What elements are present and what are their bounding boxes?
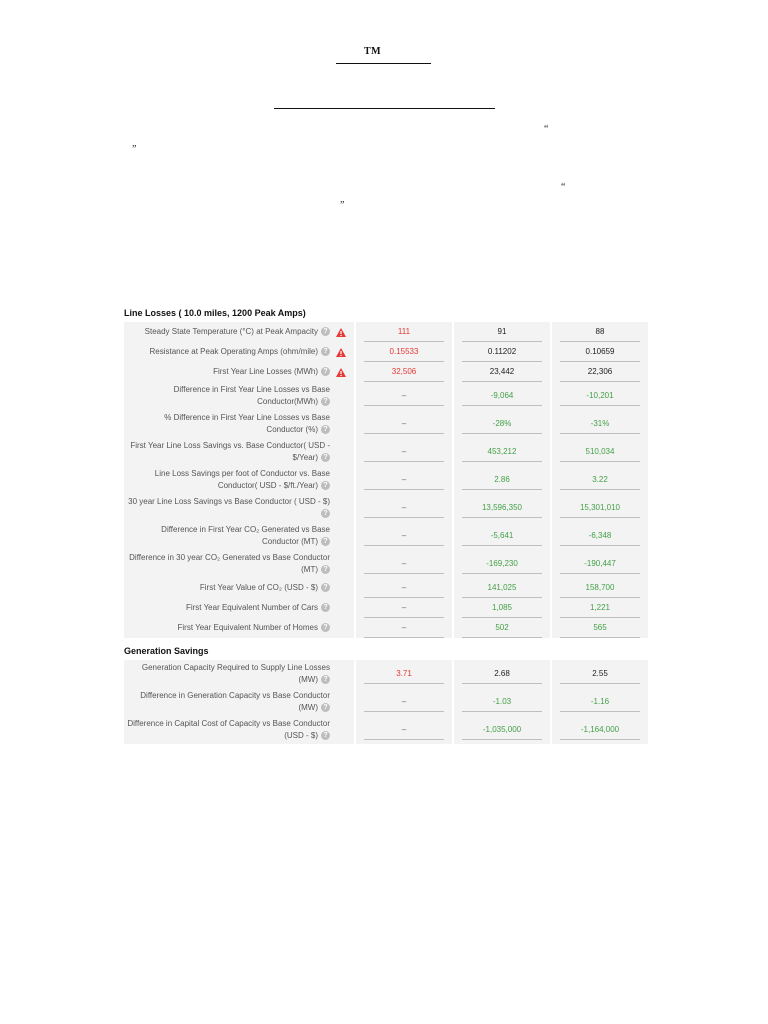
trademark-mark: TM bbox=[364, 46, 382, 57]
warning-icon bbox=[336, 368, 346, 377]
help-icon[interactable]: ? bbox=[321, 481, 330, 490]
value-cell: 3.71 bbox=[364, 664, 444, 684]
table-row bbox=[124, 382, 648, 410]
value-cell: 502 bbox=[462, 618, 542, 638]
close-quote: ” bbox=[132, 144, 137, 155]
row-status bbox=[330, 688, 354, 716]
help-icon[interactable]: ? bbox=[321, 603, 330, 612]
help-icon[interactable]: ? bbox=[321, 347, 330, 356]
row-label: First Year Line Losses (MWh) bbox=[213, 367, 318, 376]
value-cell: – bbox=[364, 618, 444, 638]
row-status bbox=[330, 618, 354, 638]
value-cell: -28% bbox=[462, 414, 542, 434]
open-quote: “ bbox=[544, 124, 549, 135]
value-cell: – bbox=[364, 386, 444, 406]
value-cell: – bbox=[364, 598, 444, 618]
help-icon[interactable]: ? bbox=[321, 675, 330, 684]
table-row bbox=[124, 618, 648, 638]
row-label: Line Loss Savings per foot of Conductor vs. Base Conductor( USD - $/ft./Year) bbox=[154, 469, 330, 490]
value-cell: 0.15533 bbox=[364, 342, 444, 362]
row-label: Generation Capacity Required to Supply Line Losses (MW) bbox=[141, 663, 330, 684]
table-row bbox=[124, 688, 648, 716]
row-label: Difference in Generation Capacity vs Base Conductor (MW) bbox=[140, 691, 330, 712]
value-cell: -1.03 bbox=[462, 692, 542, 712]
value-cell: 91 bbox=[462, 322, 542, 342]
value-cell: 111 bbox=[364, 322, 444, 342]
value-cell: 32,506 bbox=[364, 362, 444, 382]
value-cell: -190,447 bbox=[560, 554, 640, 574]
row-status bbox=[330, 342, 354, 362]
table-row bbox=[124, 660, 648, 688]
value-cell: 23,442 bbox=[462, 362, 542, 382]
value-cell: – bbox=[364, 526, 444, 546]
value-cell: 3.22 bbox=[560, 470, 640, 490]
table-row bbox=[124, 410, 648, 438]
value-cell: 15,301,010 bbox=[560, 498, 640, 518]
value-cell: -6,348 bbox=[560, 526, 640, 546]
help-icon[interactable]: ? bbox=[321, 623, 330, 632]
section-title-generation-savings: Generation Savings bbox=[124, 646, 209, 656]
row-status bbox=[330, 578, 354, 598]
value-cell: – bbox=[364, 442, 444, 462]
value-cell: -5,641 bbox=[462, 526, 542, 546]
value-cell: 453,212 bbox=[462, 442, 542, 462]
help-icon[interactable]: ? bbox=[321, 583, 330, 592]
row-status bbox=[330, 598, 354, 618]
row-status bbox=[330, 362, 354, 382]
generation-savings-table bbox=[124, 660, 648, 744]
warning-icon bbox=[336, 328, 346, 337]
row-status bbox=[330, 438, 354, 466]
value-cell: – bbox=[364, 692, 444, 712]
value-cell: 1,085 bbox=[462, 598, 542, 618]
row-status bbox=[330, 550, 354, 578]
row-label: First Year Value of CO₂ (USD - $) bbox=[199, 583, 318, 592]
row-label: 30 year Line Loss Savings vs Base Conductor ( USD - $) bbox=[128, 497, 330, 506]
help-icon[interactable]: ? bbox=[321, 453, 330, 462]
value-cell: -1,035,000 bbox=[462, 720, 542, 740]
value-cell: 2.86 bbox=[462, 470, 542, 490]
table-row bbox=[124, 342, 648, 362]
help-icon[interactable]: ? bbox=[321, 425, 330, 434]
value-cell: -1,164,000 bbox=[560, 720, 640, 740]
value-cell: 2.68 bbox=[462, 664, 542, 684]
row-status bbox=[330, 382, 354, 410]
value-cell: 565 bbox=[560, 618, 640, 638]
warning-icon bbox=[336, 348, 346, 357]
row-label: First Year Line Loss Savings vs. Base Conductor( USD - $/Year) bbox=[130, 441, 330, 462]
value-cell: -10,201 bbox=[560, 386, 640, 406]
value-cell: – bbox=[364, 578, 444, 598]
help-icon[interactable]: ? bbox=[321, 327, 330, 336]
row-status bbox=[330, 522, 354, 550]
subtitle-underline bbox=[274, 108, 495, 109]
value-cell: 88 bbox=[560, 322, 640, 342]
row-label: Difference in First Year Line Losses vs Base Conductor(MWh) bbox=[173, 385, 330, 406]
value-cell: 510,034 bbox=[560, 442, 640, 462]
value-cell: -9,064 bbox=[462, 386, 542, 406]
table-row bbox=[124, 522, 648, 550]
row-label: First Year Equivalent Number of Homes bbox=[177, 623, 318, 632]
value-cell: – bbox=[364, 720, 444, 740]
row-label: Difference in 30 year CO₂ Generated vs Base Conductor (MT) bbox=[129, 553, 330, 574]
value-cell: 141,025 bbox=[462, 578, 542, 598]
value-cell: – bbox=[364, 498, 444, 518]
value-cell: 13,596,350 bbox=[462, 498, 542, 518]
value-cell: -31% bbox=[560, 414, 640, 434]
value-cell: 0.11202 bbox=[462, 342, 542, 362]
row-status bbox=[330, 716, 354, 744]
value-cell: – bbox=[364, 470, 444, 490]
row-status bbox=[330, 322, 354, 342]
table-row bbox=[124, 466, 648, 494]
table-row bbox=[124, 494, 648, 522]
help-icon[interactable]: ? bbox=[321, 509, 330, 518]
value-cell: 158,700 bbox=[560, 578, 640, 598]
row-label: First Year Equivalent Number of Cars bbox=[185, 603, 318, 612]
help-icon[interactable]: ? bbox=[321, 565, 330, 574]
help-icon[interactable]: ? bbox=[321, 397, 330, 406]
value-cell: 1,221 bbox=[560, 598, 640, 618]
section-title-line-losses: Line Losses ( 10.0 miles, 1200 Peak Amps) bbox=[124, 308, 306, 318]
row-status bbox=[330, 466, 354, 494]
open-quote: “ bbox=[561, 182, 566, 193]
value-cell: – bbox=[364, 554, 444, 574]
table-row bbox=[124, 716, 648, 744]
help-icon[interactable]: ? bbox=[321, 731, 330, 740]
value-cell: 2.55 bbox=[560, 664, 640, 684]
table-row bbox=[124, 322, 648, 342]
title-underline bbox=[336, 63, 431, 64]
conductor-comparison-report bbox=[124, 304, 644, 744]
value-cell: -1.16 bbox=[560, 692, 640, 712]
value-cell: -169,230 bbox=[462, 554, 542, 574]
value-cell: 22,306 bbox=[560, 362, 640, 382]
row-label: Resistance at Peak Operating Amps (ohm/mile) bbox=[149, 347, 318, 356]
help-icon[interactable]: ? bbox=[321, 703, 330, 712]
help-icon[interactable]: ? bbox=[321, 537, 330, 546]
close-quote: ” bbox=[340, 200, 345, 211]
table-row bbox=[124, 578, 648, 598]
value-cell: 0.10659 bbox=[560, 342, 640, 362]
table-row bbox=[124, 438, 648, 466]
table-row bbox=[124, 598, 648, 618]
row-status bbox=[330, 410, 354, 438]
table-row bbox=[124, 362, 648, 382]
row-label: Steady State Temperature (°C) at Peak Ampacity bbox=[144, 327, 318, 336]
row-status bbox=[330, 494, 354, 522]
row-label: Difference in First Year CO₂ Generated vs Base Conductor (MT) bbox=[161, 525, 330, 546]
table-row bbox=[124, 550, 648, 578]
help-icon[interactable]: ? bbox=[321, 367, 330, 376]
row-label: Difference in Capital Cost of Capacity vs Base Conductor (USD - $) bbox=[127, 719, 330, 740]
line-losses-table bbox=[124, 322, 648, 638]
value-cell: – bbox=[364, 414, 444, 434]
row-status bbox=[330, 660, 354, 688]
row-label: % Difference in First Year Line Losses vs Base Conductor (%) bbox=[164, 413, 330, 434]
